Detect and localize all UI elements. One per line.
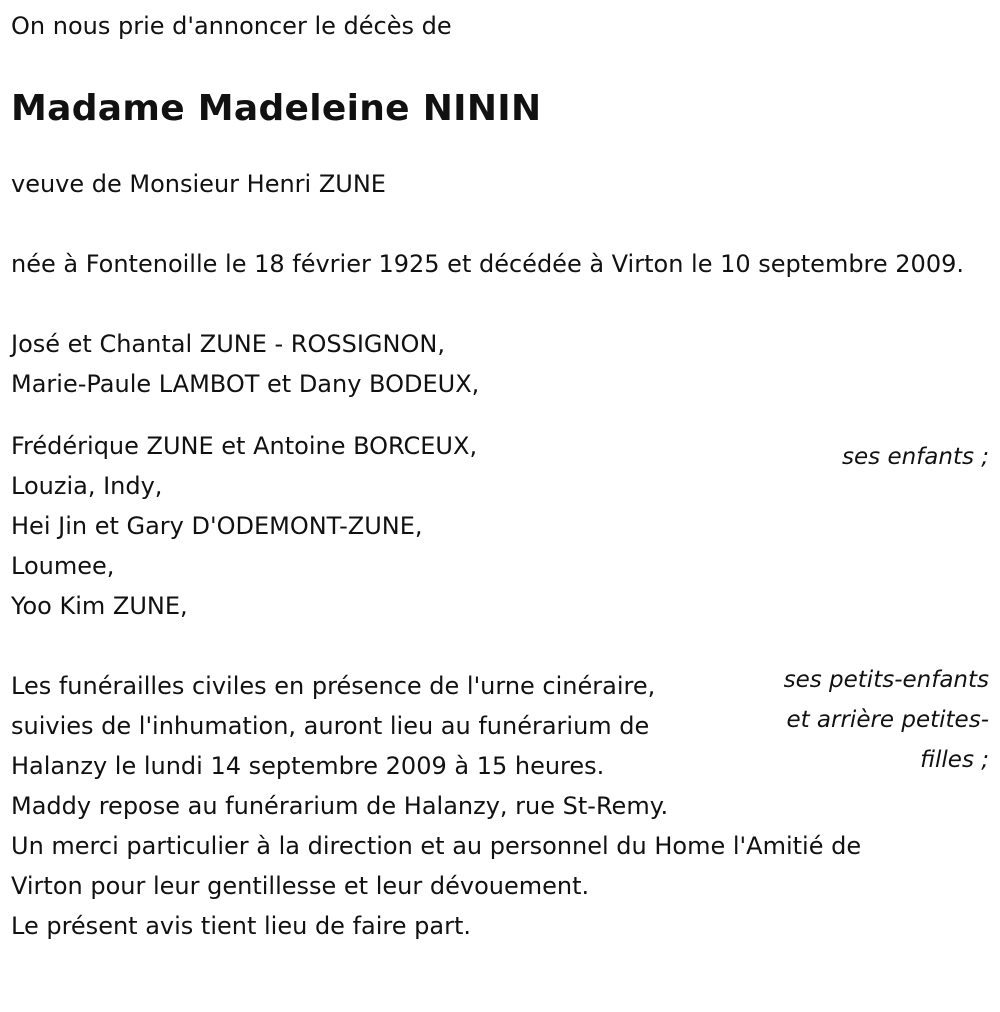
death-notice bbox=[11, 8, 991, 946]
funeral-line: suivies de l'inhumation, auront lieu au funérarium de bbox=[11, 712, 650, 740]
grandchild-entry: Yoo Kim ZUNE, bbox=[11, 592, 188, 620]
funeral-line: Un merci particulier à la direction et au personnel du Home l'Amitié de bbox=[11, 832, 862, 860]
children-list bbox=[11, 324, 991, 404]
grandchildren-label-line: ses petits-enfants bbox=[783, 667, 989, 693]
grandchildren-label-line: et arrière petites- bbox=[786, 707, 989, 733]
funeral-line: Les funérailles civiles en présence de l'urne cinéraire, bbox=[11, 672, 656, 700]
funeral-line: Maddy repose au funérarium de Halanzy, rue St-Remy. bbox=[11, 792, 669, 820]
funeral-line: Virton pour leur gentillesse et leur dévouement. bbox=[11, 872, 590, 900]
funeral-line: Le présent avis tient lieu de faire part. bbox=[11, 912, 471, 940]
funeral-line: Halanzy le lundi 14 septembre 2009 à 15 heures. bbox=[11, 752, 605, 780]
grandchild-entry: Frédérique ZUNE et Antoine BORCEUX, bbox=[11, 432, 478, 460]
child-entry: José et Chantal ZUNE - ROSSIGNON, bbox=[11, 330, 445, 358]
child-entry: Marie-Paule LAMBOT et Dany BODEUX, bbox=[11, 370, 480, 398]
widow-of-text: veuve de Monsieur Henri ZUNE bbox=[11, 170, 386, 198]
birth-death-text: née à Fontenoille le 18 février 1925 et décédée à Virton le 10 septembre 2009. bbox=[11, 250, 964, 278]
grandchildren-label bbox=[749, 660, 989, 780]
grandchild-entry: Hei Jin et Gary D'ODEMONT-ZUNE, bbox=[11, 512, 423, 540]
grandchildren-label-line: filles ; bbox=[920, 747, 989, 773]
children-label: ses enfants ; bbox=[842, 444, 989, 470]
grandchild-entry: Loumee, bbox=[11, 552, 115, 580]
grandchild-entry: Louzia, Indy, bbox=[11, 472, 163, 500]
intro-text: On nous prie d'annoncer le décès de bbox=[11, 12, 452, 40]
deceased-name: Madame Madeleine NININ bbox=[11, 88, 542, 129]
